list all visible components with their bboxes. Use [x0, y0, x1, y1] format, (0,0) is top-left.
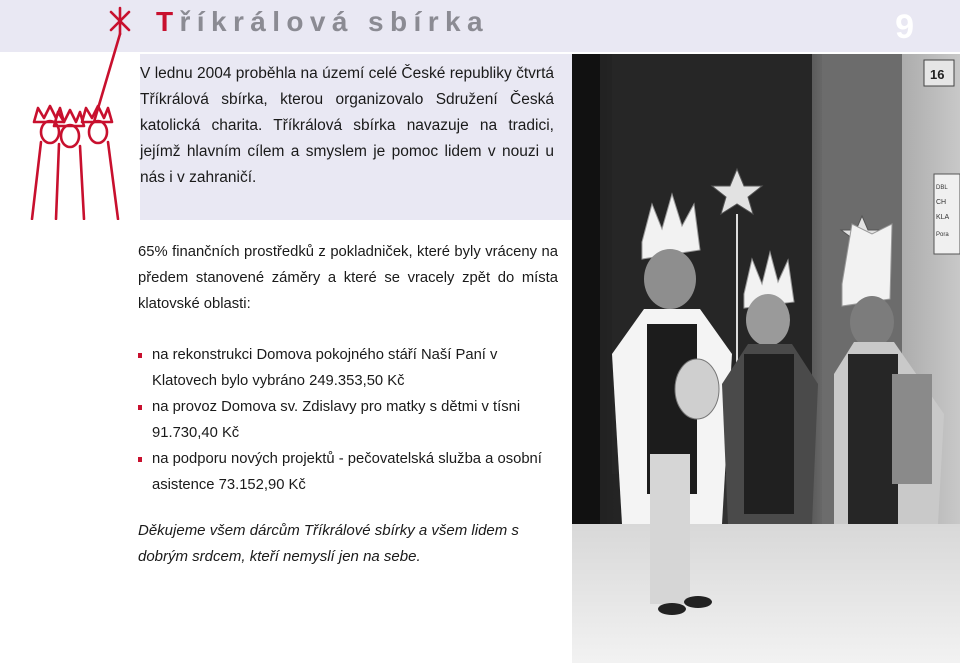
list-item: [138, 342, 558, 394]
bullet-list: [138, 342, 558, 498]
three-kings-logo-icon: [14, 4, 144, 220]
sign-text-4: Pora: [936, 232, 949, 238]
list-item-text: na rekonstrukci Domova pokojného stáří Naší Paní v Klatovech bylo vybráno 249.353,50 Kč: [152, 347, 498, 389]
sign-number: 16: [930, 67, 945, 82]
title-first-letter: T: [156, 6, 180, 37]
thanks-text: Děkujeme všem dárcům Tříkrálové sbírky a všem lidem s dobrým srdcem, kteří nemyslí jen na sebe.: [138, 522, 519, 565]
sign-text-1: DBL: [936, 185, 948, 191]
list-item: [138, 446, 558, 498]
page-title: [156, 6, 489, 38]
sign-text-2: CH: [936, 199, 947, 206]
photo-three-kings-children: [572, 54, 960, 663]
bullet-square-icon: [138, 405, 142, 410]
list-item-text: na provoz Domova sv. Zdislavy pro matky s dětmi v tísni 91.730,40 Kč: [152, 399, 521, 441]
list-item: [138, 394, 558, 446]
list-item-text: na podporu nových projektů - pečovatelská služba a osobní asistence 73.152,90 Kč: [152, 451, 542, 493]
sign-text-3: KLA: [936, 214, 950, 221]
title-rest: říkrálová sbírka: [179, 6, 489, 37]
page-number: 9: [895, 8, 914, 46]
bullet-square-icon: [138, 457, 142, 462]
intro-text: V lednu 2004 proběhla na území celé České republiky čtvrtá Tříkrálová sbírka, kterou organizovalo Sdružení Česká katolická charita. Tříkrálová sbírka navazuje na tradici, jejímž hlavním cílem a smyslem je pomoc lidem v nouzi u nás i v zahraničí.: [140, 65, 554, 186]
bullet-square-icon: [138, 353, 142, 358]
main-paragraph: 65% finančních prostředků z pokladniček, které byly vráceny na předem stanovené záměry a které se vracely zpět do místa klatovské oblasti:: [138, 244, 558, 312]
